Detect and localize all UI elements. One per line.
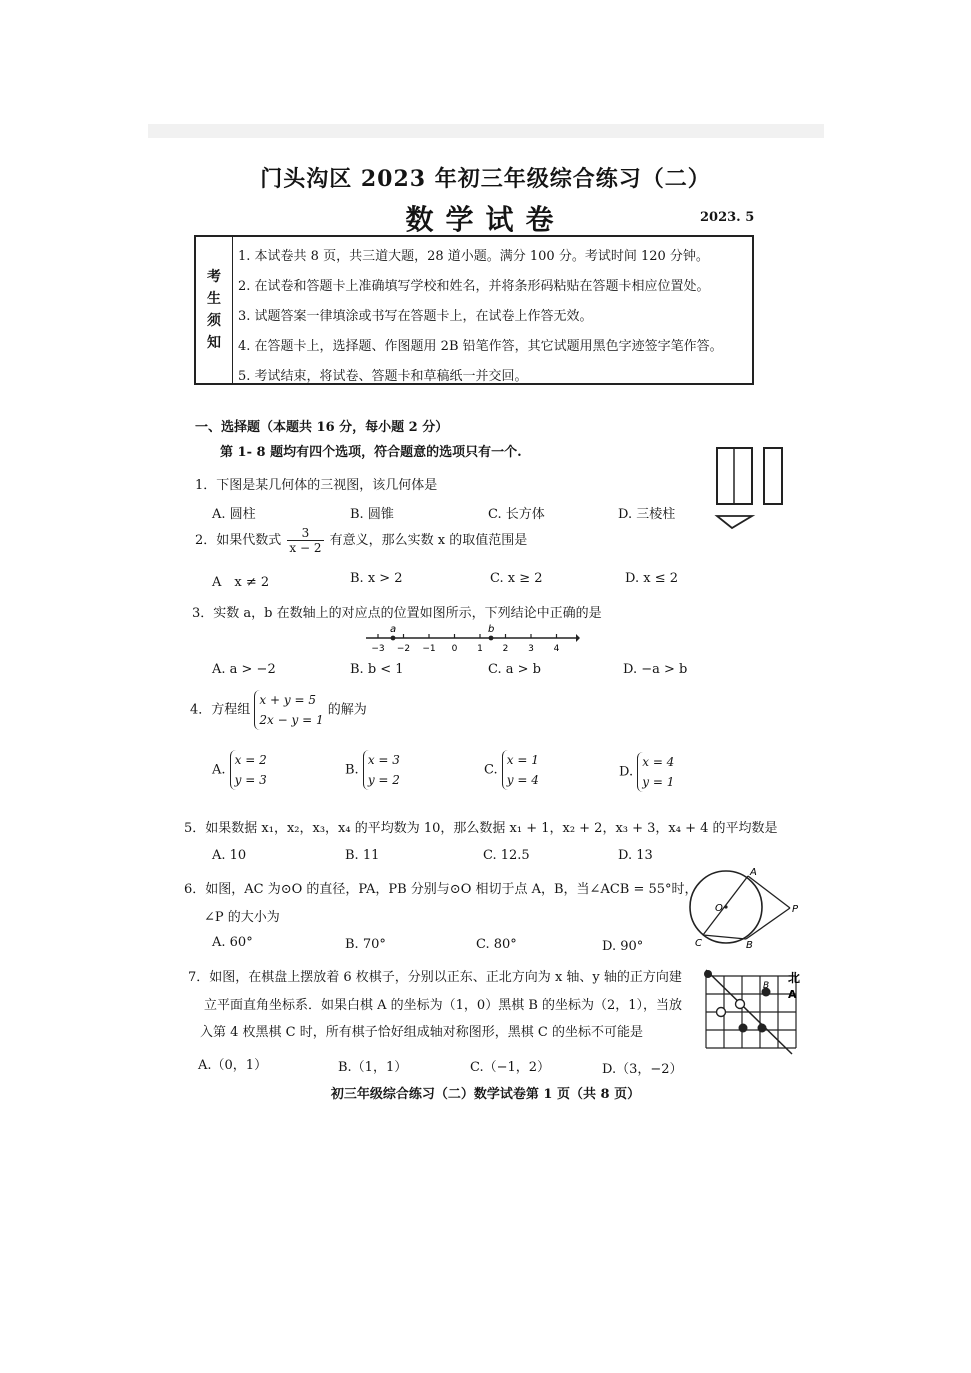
notice-item: 2. 在试卷和答题卡上准确填写学校和姓名，并将条形码粘贴在答题卡相应位置处。 — [238, 279, 710, 294]
axis-tick-label: −1 — [422, 644, 436, 654]
axis-tick-label: 2 — [502, 644, 509, 654]
question-3-stem: 3．实数 a，b 在数轴上的对应点的位置如图所示，下列结论中正确的是 — [192, 606, 602, 621]
question-3-option-a: A. a > −2 — [212, 662, 276, 677]
question-4-option-c — [484, 750, 539, 790]
notice-label-char: 生 — [207, 291, 221, 307]
fraction-denominator: x − 2 — [289, 541, 322, 555]
question-6-stem-line-2: ∠P 的大小为 — [204, 910, 280, 925]
axis-tick-label: 0 — [451, 644, 458, 654]
question-1-option-d: D. 三棱柱 — [618, 507, 676, 522]
option-letter: C. — [484, 762, 498, 778]
point-p-label: P — [792, 904, 799, 915]
question-4-stem-prefix: 4．方程组 — [190, 702, 251, 718]
question-1-stem: 1．下图是某几何体的三视图，该几何体是 — [195, 478, 438, 493]
question-4-option-d — [619, 752, 674, 792]
section-title: 一、选择题（本题共 16 分，每小题 2 分） — [195, 420, 449, 435]
question-2-stem-prefix: 2．如果代数式 — [195, 533, 282, 548]
question-5-option-c: C. 12.5 — [483, 848, 530, 863]
scan-shadow — [148, 124, 824, 138]
axis-tick-label: −3 — [371, 644, 385, 654]
option-letter: D. — [619, 764, 634, 780]
point-a-label: A — [788, 988, 797, 1001]
section-note: 第 1- 8 题均有四个选项，符合题意的选项只有一个. — [220, 445, 522, 460]
question-2-option-c: C. x ≥ 2 — [490, 571, 543, 586]
point-o-label: O — [715, 903, 723, 914]
question-5-option-a: A. 10 — [212, 848, 247, 863]
question-4-stem-suffix: 的解为 — [327, 702, 367, 718]
notice-label — [196, 237, 233, 383]
question-2-stem-suffix: 有意义，那么实数 x 的取值范围是 — [329, 533, 528, 548]
equation: 2x − y = 1 — [259, 713, 324, 727]
question-2-fraction — [287, 526, 323, 555]
notice-box — [194, 235, 754, 385]
point-b-label: B — [746, 940, 753, 951]
option-system — [363, 750, 400, 790]
exam-subtitle: 数学试卷 — [405, 203, 566, 236]
question-5-option-b: B. 11 — [345, 848, 380, 863]
notice-item: 3. 试题答案一律填涂或书写在答题卡上，在试卷上作答无效。 — [238, 309, 593, 324]
three-view-figure — [712, 444, 788, 534]
question-1-option-b: B. 圆锥 — [350, 507, 394, 522]
equation: y = 1 — [642, 775, 675, 789]
number-line-figure — [364, 622, 580, 656]
question-6-option-a: A. 60° — [212, 935, 253, 950]
notice-label-char: 知 — [207, 335, 221, 351]
question-7-option-d: D.（3，−2） — [602, 1062, 683, 1077]
exam-date: 2023. 5 — [700, 210, 755, 225]
question-7-stem-line-2: 立平面直角坐标系．如果白棋 A 的坐标为（1，0）黑棋 B 的坐标为（2，1），当放 — [204, 998, 683, 1013]
point-a-label: A — [750, 867, 757, 878]
question-5-option-d: D. 13 — [618, 848, 653, 863]
option-system — [637, 752, 674, 792]
equation: x = 3 — [367, 753, 400, 767]
question-2-stem — [195, 526, 527, 555]
equation: x = 1 — [506, 753, 539, 767]
option-system — [502, 750, 539, 790]
question-6-option-b: B. 70° — [345, 937, 386, 952]
question-4-stem — [190, 690, 367, 730]
page-footer: 初三年级综合练习（二）数学试卷第 1 页（共 8 页） — [330, 1087, 641, 1102]
question-5-stem: 5．如果数据 x₁，x₂，x₃，x₄ 的平均数为 10，那么数据 x₁ + 1，x₂ + 2，x₃ + 3，x₄ + 4 的平均数是 — [184, 821, 778, 836]
question-3-option-b: B. b < 1 — [350, 662, 404, 677]
equation: y = 2 — [367, 773, 400, 787]
question-6-option-d: D. 90° — [602, 939, 644, 954]
question-1-option-c: C. 长方体 — [488, 507, 545, 522]
point-a-dot — [391, 636, 396, 641]
notice-label-char: 须 — [207, 313, 221, 329]
notice-label-char: 考 — [207, 269, 221, 285]
axis-tick-label: 1 — [477, 644, 483, 654]
question-7-stem-line-1: 7．如图，在棋盘上摆放着 6 枚棋子，分别以正东、正北方向为 x 轴、y 轴的正方向建 — [188, 970, 682, 985]
equation: x = 2 — [234, 753, 267, 767]
equation-system — [254, 690, 323, 730]
point-b-label: b — [488, 624, 495, 635]
question-2-option-b: B. x > 2 — [350, 571, 403, 586]
point-a-label: a — [390, 624, 397, 635]
question-7-stem-line-3: 入第 4 枚黑棋 C 时，所有棋子恰好组成轴对称图形，黑棋 C 的坐标不可能是 — [200, 1025, 643, 1040]
question-3-option-d: D. −a > b — [623, 662, 688, 677]
fraction-numerator: 3 — [287, 526, 323, 541]
point-b-label: B — [763, 981, 770, 991]
axis-tick-label: −2 — [396, 644, 411, 654]
question-6-option-c: C. 80° — [476, 937, 517, 952]
question-3-option-c: C. a > b — [488, 662, 541, 677]
point-c-label: C — [695, 938, 702, 949]
question-6-stem-line-1: 6．如图，AC 为⊙O 的直径，PA，PB 分别与⊙O 相切于点 A，B，当∠ACB = 55°时， — [184, 882, 698, 897]
chessboard-figure — [700, 966, 804, 1058]
equation: y = 4 — [506, 773, 539, 787]
equation: y = 3 — [234, 773, 267, 787]
question-7-option-c: C.（−1，2） — [470, 1060, 551, 1075]
notice-item: 5. 考试结束，将试卷、答题卡和草稿纸一并交回。 — [238, 369, 528, 384]
question-7-option-a: A.（0，1） — [198, 1058, 268, 1073]
option-letter: A. — [212, 762, 226, 778]
question-2-option-a: A x ≠ 2 — [212, 575, 270, 590]
question-1-option-a: A. 圆柱 — [212, 507, 256, 522]
axis-tick-label: 3 — [528, 644, 534, 654]
question-4-option-a — [212, 750, 267, 790]
exam-title: 门头沟区 2023 年初三年级综合练习（二） — [260, 166, 711, 192]
question-4-option-b — [345, 750, 400, 790]
option-system — [230, 750, 267, 790]
option-letter: B. — [345, 762, 359, 778]
axis-tick-label: 4 — [553, 644, 560, 654]
notice-item: 4. 在答题卡上，选择题、作图题用 2B 铅笔作答，其它试题用黑色字迹签字笔作答。 — [238, 339, 723, 354]
circle-tangent-figure — [686, 862, 802, 952]
question-7-option-b: B.（1，1） — [338, 1060, 408, 1075]
notice-item: 1. 本试卷共 8 页，共三道大题，28 道小题。满分 100 分。考试时间 120 分钟。 — [238, 249, 709, 264]
north-label: 北 — [788, 971, 801, 985]
equation: x + y = 5 — [259, 693, 316, 707]
question-2-option-d: D. x ≤ 2 — [625, 571, 678, 586]
point-b-dot — [489, 636, 494, 641]
equation: x = 4 — [642, 755, 675, 769]
